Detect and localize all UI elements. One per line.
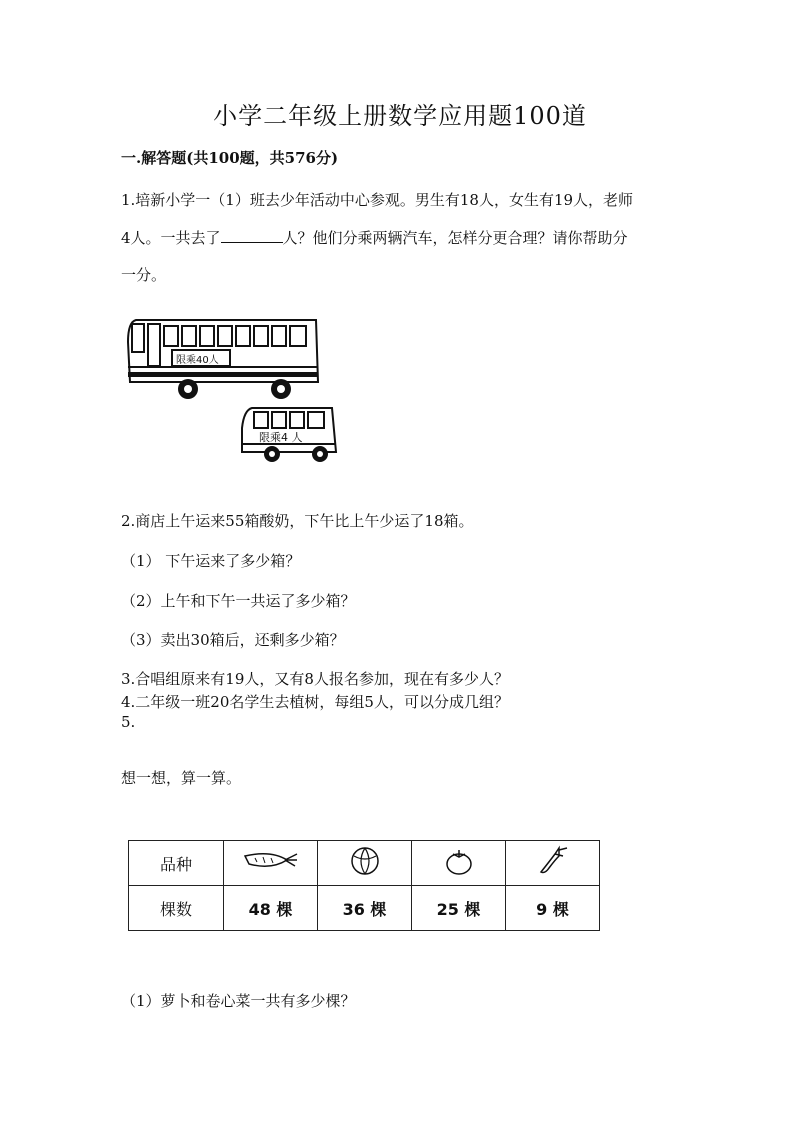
q1-line1: 1.培新小学一（1）班去少年活动中心参观。男生有18人，女生有19人，老师 <box>121 191 634 209</box>
count-pepper: 9 棵 <box>506 886 600 931</box>
q3-text: 3.合唱组原来有19人，又有8人报名参加，现在有多少人？ <box>121 670 509 688</box>
buses-svg <box>120 312 345 472</box>
big-bus-label: 限乘40人 <box>176 355 219 366</box>
count-tomato: 25 棵 <box>412 886 506 931</box>
q1-line2-b: 人？他们分乘两辆汽车，怎样分更合理？请你帮助分 <box>282 229 628 247</box>
answer-blank <box>221 228 283 243</box>
q2-stem: 2.商店上午运来55箱酸奶，下午比上午少运了18箱。 <box>121 512 474 530</box>
small-bus-icon <box>242 408 336 452</box>
tomato-icon <box>412 841 506 886</box>
small-bus-label: 限乘4 人 <box>259 431 303 444</box>
pepper-icon <box>506 841 600 886</box>
table-row-varieties <box>129 841 600 886</box>
q5-prompt: 想一想，算一算。 <box>121 769 242 787</box>
q5-sub1: （1）萝卜和卷心菜一共有多少棵？ <box>121 992 356 1010</box>
row-header-variety: 品种 <box>129 841 224 886</box>
count-carrot: 48 棵 <box>224 886 318 931</box>
cabbage-icon <box>318 841 412 886</box>
section-heading: 一.解答题(共100题，共576分) <box>121 149 339 167</box>
q5-number: 5. <box>121 713 136 731</box>
carrot-icon <box>224 841 318 886</box>
q1-line2 <box>121 227 628 248</box>
table-row-counts <box>129 886 600 931</box>
page-title: 小学二年级上册数学应用题100道 <box>213 102 587 130</box>
vegetable-table <box>128 840 600 931</box>
q1-line2-a: 4人。一共去了 <box>121 229 221 247</box>
q2-part-2: （2）上午和下午一共运了多少箱？ <box>121 592 356 610</box>
q4-text: 4.二年级一班20名学生去植树，每组5人，可以分成几组？ <box>121 693 509 711</box>
q2-part-3: （3）卖出30箱后，还剩多少箱？ <box>121 631 345 649</box>
count-cabbage: 36 棵 <box>318 886 412 931</box>
bus-illustration <box>120 312 345 472</box>
row-header-count: 棵数 <box>129 886 224 931</box>
q1-line3: 一分。 <box>121 266 167 284</box>
q2-part-1: （1） 下午运来了多少箱？ <box>121 552 301 570</box>
